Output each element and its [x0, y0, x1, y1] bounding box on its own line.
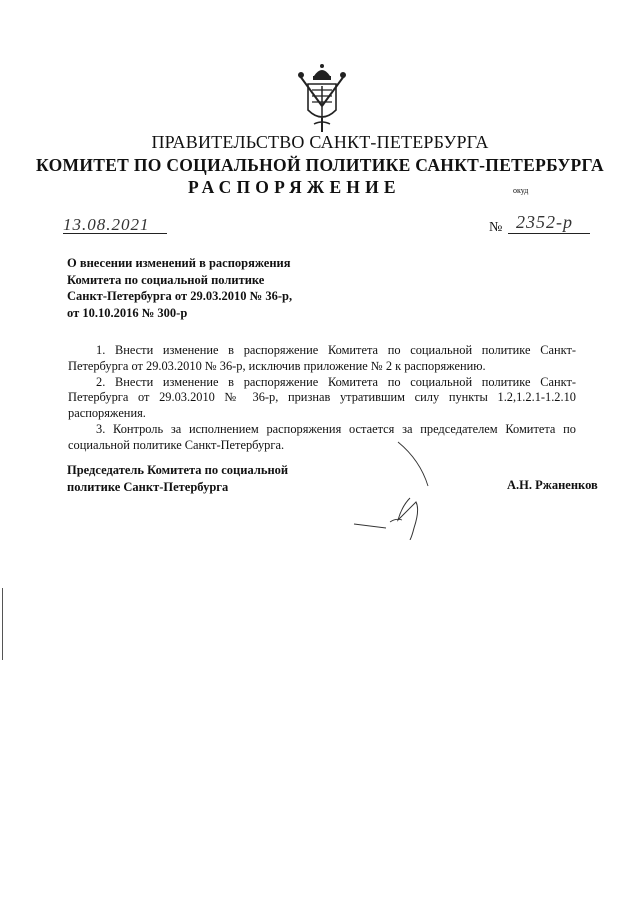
body-paragraph-3: 3. Контроль за исполнением распоряжения остается за председателем Комитета по социальной политике Санкт-Петербурга. [68, 421, 576, 452]
document-body [68, 343, 576, 454]
number-sign: № [489, 220, 503, 235]
body-paragraph-1: 1. Внести изменение в распоряжение Комитета по социальной политике Санкт-Петербурга от 29.03.2010 № 36-р, исключив приложение № 2 к распоряжению. [68, 343, 576, 373]
okud-label: окуд [513, 186, 529, 195]
handwritten-signature-icon [350, 440, 440, 540]
government-title: ПРАВИТЕЛЬСТВО САНКТ-ПЕТЕРБУРГА [151, 132, 489, 152]
subject-line: от 10.10.2016 № 300-р [67, 305, 188, 320]
chairman-title-line: Председатель Комитета по социальной [67, 463, 289, 477]
subject-line: Санкт-Петербурга от 29.03.2010 № 36-р, [67, 289, 293, 303]
document-subject [67, 255, 292, 321]
document-number: 2352-р [516, 212, 573, 232]
committee-title: КОМИТЕТ ПО СОЦИАЛЬНОЙ ПОЛИТИКЕ САНКТ-ПЕТЕРБУРГА [36, 155, 604, 175]
date-underline [63, 233, 167, 234]
scan-margin-mark [2, 588, 3, 660]
coat-of-arms-icon [296, 62, 348, 134]
chairman-name: А.Н. Ржаненков [507, 478, 598, 492]
subject-line: О внесении изменений в распоряжения [67, 256, 291, 270]
body-paragraph-2: 2. Внести изменение в распоряжение Комитета по социальной политике Санкт-Петербурга от 29.03.2010 № 36-р, признав утратившим силу пункты 1.2,1.2.1-1.2.10 распоряжения. [68, 374, 576, 421]
chairman-title-line: политике Санкт-Петербурга [67, 479, 229, 494]
chairman-title [67, 462, 288, 495]
document-type-title: РАСПОРЯЖЕНИЕ [188, 177, 401, 197]
number-underline [508, 233, 590, 234]
document-date: 13.08.2021 [63, 215, 150, 234]
subject-line: Комитета по социальной политике [67, 272, 265, 287]
